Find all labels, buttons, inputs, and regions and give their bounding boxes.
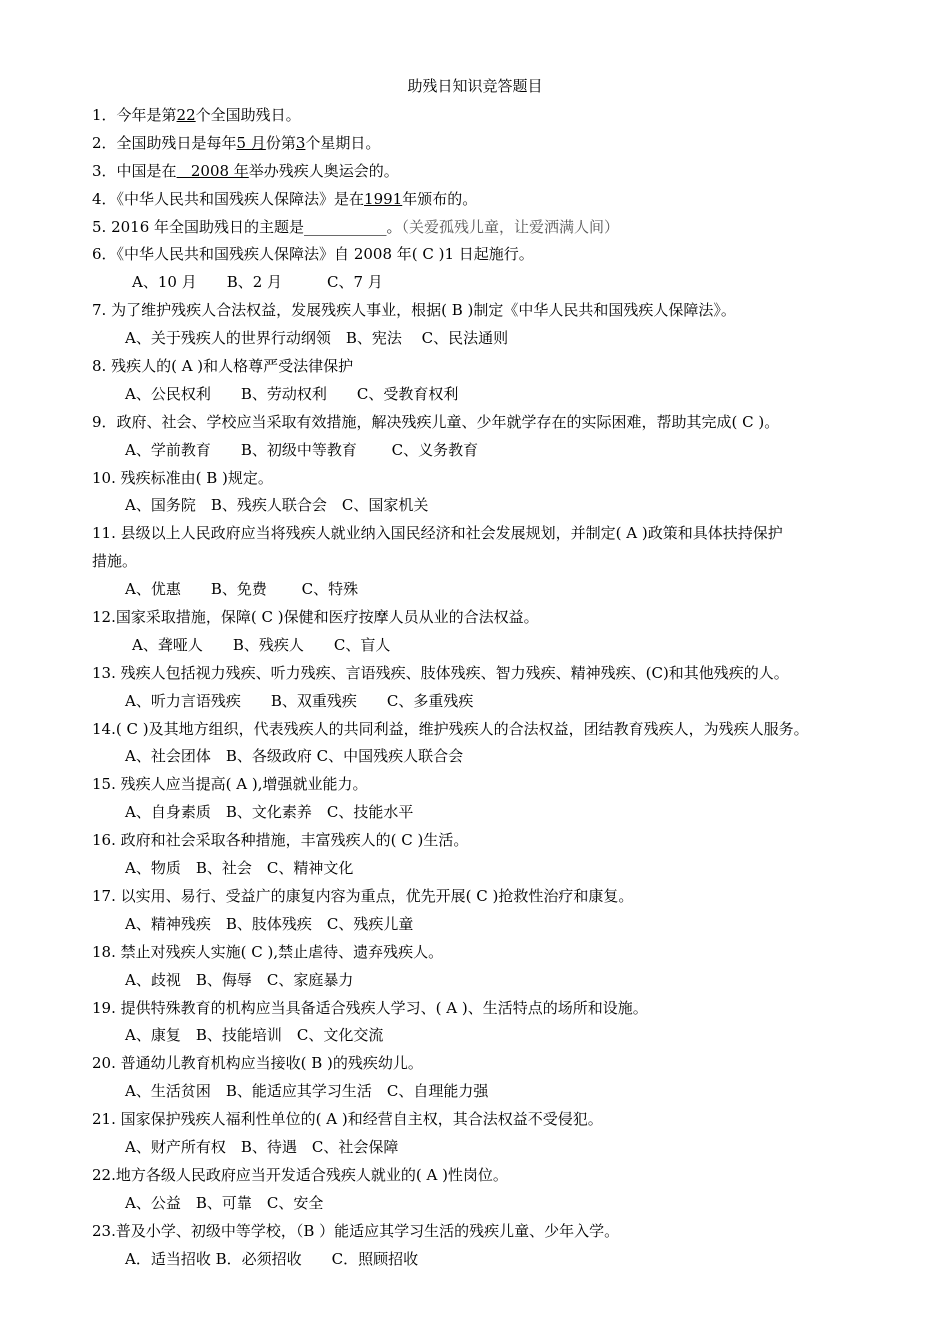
question-11: 11. 县级以上人民政府应当将残疾人就业纳入国民经济和社会发展规划，并制定( A )政策和具体扶持保护 [92,524,783,543]
question-14: 14.( C )及其地方组织，代表残疾人的共同利益，维护残疾人的合法权益，团结教育残疾人，为残疾人服务。 [92,719,809,738]
question-20-options: A、生活贫困 B、能适应其学习生活 C、自理能力强 [125,1082,489,1101]
question-14-options: A、社会团体 B、各级政府 C、中国残疾人联合会 [125,747,464,766]
question-10-options: A、国务院 B、残疾人联合会 C、国家机关 [125,496,429,515]
question-10: 10. 残疾标准由( B )规定。 [92,468,273,487]
question-13: 13. 残疾人包括视力残疾、听力残疾、言语残疾、肢体残疾、智力残疾、精神残疾、(C)和其他残疾的人。 [92,663,789,682]
question-22: 22.地方各级人民政府应当开发适合残疾人就业的( A )性岗位。 [92,1165,508,1184]
question-7-options: A、关于残疾人的世界行动纲领 B、宪法 C、民法通则 [125,329,509,348]
question-7: 7. 为了维护残疾人合法权益，发展残疾人事业，根据( B )制定《中华人民共和国残疾人保障法》。 [92,301,736,320]
answer-blank: 3 [295,133,306,152]
answer-blank: 5 月 [236,133,266,152]
question-21-options: A、财产所有权 B、待遇 C、社会保障 [125,1137,399,1156]
question-8: 8. 残疾人的( A )和人格尊严受法律保护 [92,357,354,376]
question-23-options: A．适当招收 B．必须招收 C．照顾招收 [125,1249,419,1268]
question-16: 16. 政府和社会采取各种措施，丰富残疾人的( C )生活。 [92,831,469,850]
question-2: 2．全国助残日是每年5 月份第3个星期日。 [92,133,381,152]
question-22-options: A、公益 B、可靠 C、安全 [125,1193,324,1212]
question-11-continued: 措施。 [92,552,138,571]
question-9-options: A、学前教育 B、初级中等教育 C、义务教育 [125,440,479,459]
question-12: 12.国家采取措施，保障( C )保健和医疗按摩人员从业的合法权益。 [92,608,539,627]
question-list [92,102,872,1273]
answer-blank: ___________ [304,217,387,236]
question-17: 17. 以实用、易行、受益广的康复内容为重点，优先开展( C )抢救性治疗和康复。 [92,886,634,905]
question-1: 1．今年是第22个全国助残日。 [92,106,301,124]
question-6: 6．《中华人民共和国残疾人保障法》自 2008 年( C )1 日起施行。 [92,245,534,264]
question-9: 9．政府、社会、学校应当采取有效措施，解决残疾儿童、少年就学存在的实际困难，帮助其完成( C )。 [92,412,780,431]
page-title: 助残日知识竞答题目 [407,77,543,95]
answer-blank: 1991 [364,189,403,208]
question-19: 19. 提供特殊教育的机构应当具备适合残疾人学习、( A )、生活特点的场所和设施。 [92,998,648,1017]
question-8-options: A、公民权利 B、劳动权利 C、受教育权利 [125,384,459,403]
question-15: 15. 残疾人应当提高( A ),增强就业能力。 [92,775,368,794]
question-6-options: A、10 月 B、2 月 C、7 月 [132,273,383,292]
answer-blank: 2008 年 [176,161,249,180]
question-18: 18. 禁止对残疾人实施( C ),禁止虐待、遗弃残疾人。 [92,942,444,961]
question-4: 4．《中华人民共和国残疾人保障法》是在1991年颁布的。 [92,189,478,208]
question-17-options: A、精神残疾 B、肢体残疾 C、残疾儿童 [125,914,414,933]
question-23: 23.普及小学、初级中等学校，（B ）能适应其学习生活的残疾儿童、少年入学。 [92,1221,620,1240]
question-5: 5. 2016 年全国助残日的主题是___________。（关爱孤残儿童，让爱洒满人间） [92,217,620,236]
question-21: 21. 国家保护残疾人福利性单位的( A )和经营自主权，其合法权益不受侵犯。 [92,1110,603,1129]
question-20: 20. 普通幼儿教育机构应当接收( B )的残疾幼儿。 [92,1054,423,1073]
answer-blank: 22 [176,106,196,124]
question-15-options: A、自身素质 B、文化素养 C、技能水平 [125,803,414,822]
question-13-options: A、听力言语残疾 B、双重残疾 C、多重残疾 [125,691,474,710]
question-19-options: A、康复 B、技能培训 C、文化交流 [125,1026,384,1045]
answer-hint: （关爱孤残儿童，让爱洒满人间） [401,217,620,236]
question-11-options: A、优惠 B、免费 C、特殊 [125,580,359,599]
question-12-options: A、聋哑人 B、残疾人 C、盲人 [132,635,391,654]
question-18-options: A、歧视 B、侮辱 C、家庭暴力 [125,970,354,989]
question-3: 3．中国是在 2008 年举办残疾人奥运会的。 [92,161,399,180]
question-16-options: A、物质 B、社会 C、精神文化 [125,859,354,878]
